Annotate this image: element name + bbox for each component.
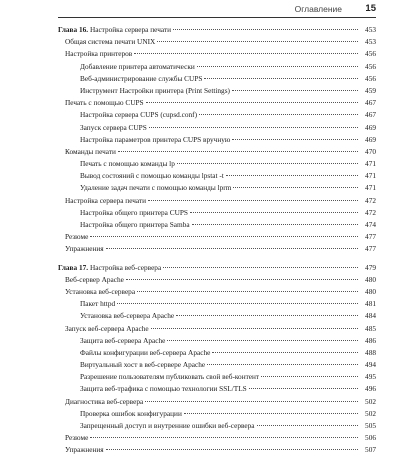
toc-entry[interactable] bbox=[58, 286, 376, 298]
toc-entry-title: Упражнения bbox=[65, 244, 104, 254]
toc-entry-label bbox=[80, 371, 259, 383]
chapter-number: Глава 16. bbox=[58, 25, 89, 34]
toc-entry[interactable] bbox=[58, 335, 376, 347]
toc-entry-label bbox=[58, 24, 171, 36]
toc-entry-label bbox=[80, 109, 197, 121]
toc-page-number: 456 bbox=[365, 73, 376, 83]
toc-entry-title: Настройка сервера CUPS (cupsd.conf) bbox=[80, 110, 198, 120]
dot-leader bbox=[145, 401, 358, 402]
toc-entry-title: Настройка сервера печати bbox=[89, 25, 172, 34]
toc-entry-label bbox=[80, 310, 174, 322]
toc-entry[interactable] bbox=[58, 36, 376, 48]
dot-leader bbox=[167, 340, 358, 341]
toc-entry-title: Запуск сервера CUPS bbox=[80, 122, 147, 132]
toc-entry-label bbox=[80, 219, 190, 231]
toc-entry-title: Веб-администрирование службы CUPS bbox=[80, 73, 203, 83]
toc-page-number: 471 bbox=[365, 183, 376, 193]
toc-entry[interactable] bbox=[58, 323, 376, 335]
header-title: Оглавление bbox=[294, 4, 342, 14]
toc-entry[interactable] bbox=[58, 61, 376, 73]
toc-entry-title: Настройка параметров принтера CUPS вручную bbox=[80, 134, 231, 144]
toc-entry[interactable] bbox=[58, 383, 376, 395]
toc-entry-label bbox=[65, 432, 88, 444]
toc-entry[interactable] bbox=[58, 347, 376, 359]
dot-leader bbox=[176, 315, 358, 316]
dot-leader bbox=[90, 437, 358, 438]
toc-page-number: 477 bbox=[365, 232, 376, 242]
toc-page-number: 456 bbox=[365, 49, 376, 59]
toc-page-number: 494 bbox=[365, 360, 376, 370]
toc-entry-label bbox=[80, 347, 210, 359]
toc-page-number: 453 bbox=[365, 37, 376, 47]
toc-entry-title: Настройка принтеров bbox=[65, 49, 133, 59]
toc-entry-title: Защита веб-трафика с помощью технологии SSL/TLS bbox=[80, 384, 247, 394]
toc-entry-label bbox=[80, 335, 165, 347]
toc-entry-label bbox=[80, 73, 202, 85]
toc-entry-label bbox=[80, 408, 182, 420]
dot-leader bbox=[199, 114, 358, 115]
toc-entry[interactable] bbox=[58, 85, 376, 97]
toc-entry-title: Запуск веб-сервера Apache bbox=[65, 323, 149, 333]
toc-entry[interactable] bbox=[58, 170, 376, 182]
dot-leader bbox=[106, 248, 358, 249]
toc-page-number: 459 bbox=[365, 85, 376, 95]
toc-entry[interactable] bbox=[58, 146, 376, 158]
toc-page-number: 486 bbox=[365, 335, 376, 345]
toc-entry-label bbox=[65, 146, 116, 158]
dot-leader bbox=[190, 212, 358, 213]
toc-page-number: 470 bbox=[365, 146, 376, 156]
dot-leader bbox=[232, 139, 358, 140]
toc-page-number: 495 bbox=[365, 372, 376, 382]
toc-page-number: 502 bbox=[365, 396, 376, 406]
dot-leader bbox=[163, 267, 358, 268]
dot-leader bbox=[137, 291, 358, 292]
dot-leader bbox=[207, 364, 358, 365]
toc-entry-label bbox=[80, 207, 188, 219]
dot-leader bbox=[249, 388, 358, 389]
toc-entry[interactable] bbox=[58, 298, 376, 310]
toc-entry-title: Установка веб-сервера bbox=[65, 286, 136, 296]
dot-leader bbox=[157, 41, 358, 42]
toc-page-number: 456 bbox=[365, 61, 376, 71]
toc-entry-label bbox=[80, 170, 224, 182]
toc-entry-label bbox=[80, 134, 230, 146]
toc-entry-label bbox=[80, 182, 231, 194]
toc-entry[interactable] bbox=[58, 158, 376, 170]
toc-page-number: 467 bbox=[365, 110, 376, 120]
toc-entry[interactable] bbox=[58, 231, 376, 243]
toc-entry-label bbox=[80, 298, 115, 310]
dot-leader bbox=[212, 352, 358, 353]
dot-leader bbox=[148, 200, 358, 201]
toc-entry-title: Настройка веб-сервера bbox=[89, 262, 162, 272]
toc-entry[interactable] bbox=[58, 359, 376, 371]
toc-entry-title: Установка веб-сервера Apache bbox=[80, 311, 175, 321]
toc-entry[interactable] bbox=[58, 97, 376, 109]
toc-entry-title: Веб-сервер Apache bbox=[65, 274, 124, 284]
toc-page-number: 506 bbox=[365, 433, 376, 443]
toc-entry-title: Печать с помощью CUPS bbox=[65, 98, 144, 108]
dot-leader bbox=[173, 29, 358, 30]
toc-entry-label bbox=[80, 420, 255, 432]
toc-entry-title: Печать с помощью команды lp bbox=[80, 159, 175, 169]
toc-entry-title: Разрешение пользователям публиковать свой веб-контент bbox=[80, 372, 260, 382]
toc-entry[interactable] bbox=[58, 195, 376, 207]
toc-page-number: 474 bbox=[365, 220, 376, 229]
toc-entry[interactable] bbox=[58, 219, 376, 231]
toc-entry-title: Общая система печати UNIX bbox=[65, 37, 156, 47]
toc-chapter-entry[interactable] bbox=[58, 24, 376, 36]
toc-entry-label bbox=[65, 231, 88, 243]
toc-page-number: 469 bbox=[365, 134, 376, 144]
toc-entry-title: Удаление задач печати с помощью команды lprm bbox=[80, 183, 232, 193]
toc-entry-label bbox=[65, 97, 144, 109]
dot-leader bbox=[177, 163, 358, 164]
toc-entry-title: Настройка общего принтера CUPS bbox=[80, 207, 188, 217]
dot-leader bbox=[197, 66, 358, 67]
toc-entry-title: Резюме bbox=[65, 232, 89, 242]
toc-page-number: 480 bbox=[365, 274, 376, 284]
dot-leader bbox=[233, 187, 358, 188]
toc-entry[interactable] bbox=[58, 207, 376, 219]
toc-page-number: 480 bbox=[365, 286, 376, 296]
toc-entry[interactable] bbox=[58, 182, 376, 194]
toc-entry-title: Резюме bbox=[65, 433, 89, 443]
toc-entry-label bbox=[65, 444, 104, 456]
toc-page-number: 467 bbox=[365, 98, 376, 108]
toc-entry-label bbox=[65, 36, 155, 48]
toc-entry-label bbox=[80, 122, 147, 134]
toc-entry-label bbox=[65, 243, 104, 255]
toc-entry-title: Защита веб-сервера Apache bbox=[80, 335, 166, 345]
toc-page-number: 488 bbox=[365, 347, 376, 357]
toc-entry-title: Диагностика веб-сервера bbox=[65, 396, 144, 406]
chapter-number: Глава 17. bbox=[58, 262, 89, 272]
dot-leader bbox=[184, 413, 358, 414]
toc-entry-label bbox=[80, 359, 205, 371]
dot-leader bbox=[226, 175, 358, 176]
dot-leader bbox=[257, 425, 359, 426]
toc-entry[interactable] bbox=[58, 48, 376, 60]
header-page-number: 15 bbox=[365, 3, 376, 14]
toc-entry-label bbox=[58, 262, 161, 274]
dot-leader bbox=[149, 127, 358, 128]
toc-entry[interactable] bbox=[58, 444, 376, 456]
toc-entry-label bbox=[80, 61, 195, 73]
toc-page-number: 477 bbox=[365, 244, 376, 254]
toc-entry-title: Упражнения bbox=[65, 445, 104, 455]
toc-entry[interactable] bbox=[58, 396, 376, 408]
dot-leader bbox=[90, 236, 358, 237]
toc-entry-title: Добавление принтера автоматически bbox=[80, 61, 195, 71]
table-of-contents bbox=[58, 24, 376, 457]
toc-chapter-entry[interactable] bbox=[58, 262, 376, 274]
dot-leader bbox=[134, 53, 358, 54]
toc-page-number: 502 bbox=[365, 408, 376, 418]
dot-leader bbox=[146, 102, 358, 103]
dot-leader bbox=[118, 151, 358, 152]
toc-page-number: 472 bbox=[365, 195, 376, 205]
dot-leader bbox=[126, 279, 358, 280]
dot-leader bbox=[192, 224, 358, 225]
toc-entry-title: Файлы конфигурации веб-сервера Apache bbox=[80, 347, 211, 357]
toc-entry[interactable] bbox=[58, 432, 376, 444]
toc-page-number: 479 bbox=[365, 262, 376, 272]
toc-page-number: 496 bbox=[365, 384, 376, 394]
toc-entry[interactable] bbox=[58, 310, 376, 322]
toc-entry-title: Проверка ошибок конфигурации bbox=[80, 408, 182, 418]
toc-entry-label bbox=[65, 48, 132, 60]
running-header bbox=[58, 4, 376, 17]
toc-entry-title: Команды печати bbox=[65, 146, 116, 156]
toc-entry-title: Инструмент Настройки принтера (Print Settings) bbox=[80, 85, 230, 95]
toc-page-number: 484 bbox=[365, 311, 376, 321]
toc-entry-label bbox=[80, 383, 247, 395]
toc-entry-title: Настройка общего принтера Samba bbox=[80, 220, 190, 229]
toc-entry-title: Пакет httpd bbox=[80, 299, 116, 309]
toc-entry-label bbox=[65, 274, 124, 286]
toc-entry-label bbox=[65, 396, 143, 408]
toc-entry[interactable] bbox=[58, 122, 376, 134]
toc-entry[interactable] bbox=[58, 243, 376, 255]
toc-entry[interactable] bbox=[58, 420, 376, 432]
toc-entry-label bbox=[80, 158, 175, 170]
toc-page-number: 469 bbox=[365, 122, 376, 132]
toc-entry[interactable] bbox=[58, 134, 376, 146]
toc-page-number: 485 bbox=[365, 323, 376, 333]
toc-page-number: 472 bbox=[365, 207, 376, 217]
toc-entry-title: Виртуальный хост в веб-сервере Apache bbox=[80, 360, 206, 370]
toc-page-number: 507 bbox=[365, 445, 376, 455]
toc-entry[interactable] bbox=[58, 408, 376, 420]
toc-entry-label bbox=[80, 85, 230, 97]
toc-page-number: 505 bbox=[365, 421, 376, 430]
dot-leader bbox=[232, 90, 358, 91]
dot-leader bbox=[106, 449, 358, 450]
toc-entry[interactable] bbox=[58, 73, 376, 85]
toc-page-number: 471 bbox=[365, 159, 376, 169]
toc-page-number: 453 bbox=[365, 25, 376, 34]
header-rule bbox=[58, 17, 376, 18]
toc-entry-title: Настройка сервера печати bbox=[65, 195, 147, 205]
dot-leader bbox=[204, 78, 358, 79]
dot-leader bbox=[151, 328, 358, 329]
toc-entry[interactable] bbox=[58, 371, 376, 383]
dot-leader bbox=[117, 303, 358, 304]
toc-page-number: 481 bbox=[365, 299, 376, 309]
toc-entry-title: Запрещенный доступ и внутренние ошибки веб-сервера bbox=[80, 421, 255, 430]
toc-entry-label bbox=[65, 195, 146, 207]
dot-leader bbox=[261, 376, 358, 377]
toc-page-number: 471 bbox=[365, 171, 376, 181]
toc-entry[interactable] bbox=[58, 109, 376, 121]
toc-entry[interactable] bbox=[58, 274, 376, 286]
toc-entry-title: Вывод состояний с помощью команды lpstat -t bbox=[80, 171, 224, 181]
toc-entry-label bbox=[65, 323, 149, 335]
toc-entry-label bbox=[65, 286, 135, 298]
